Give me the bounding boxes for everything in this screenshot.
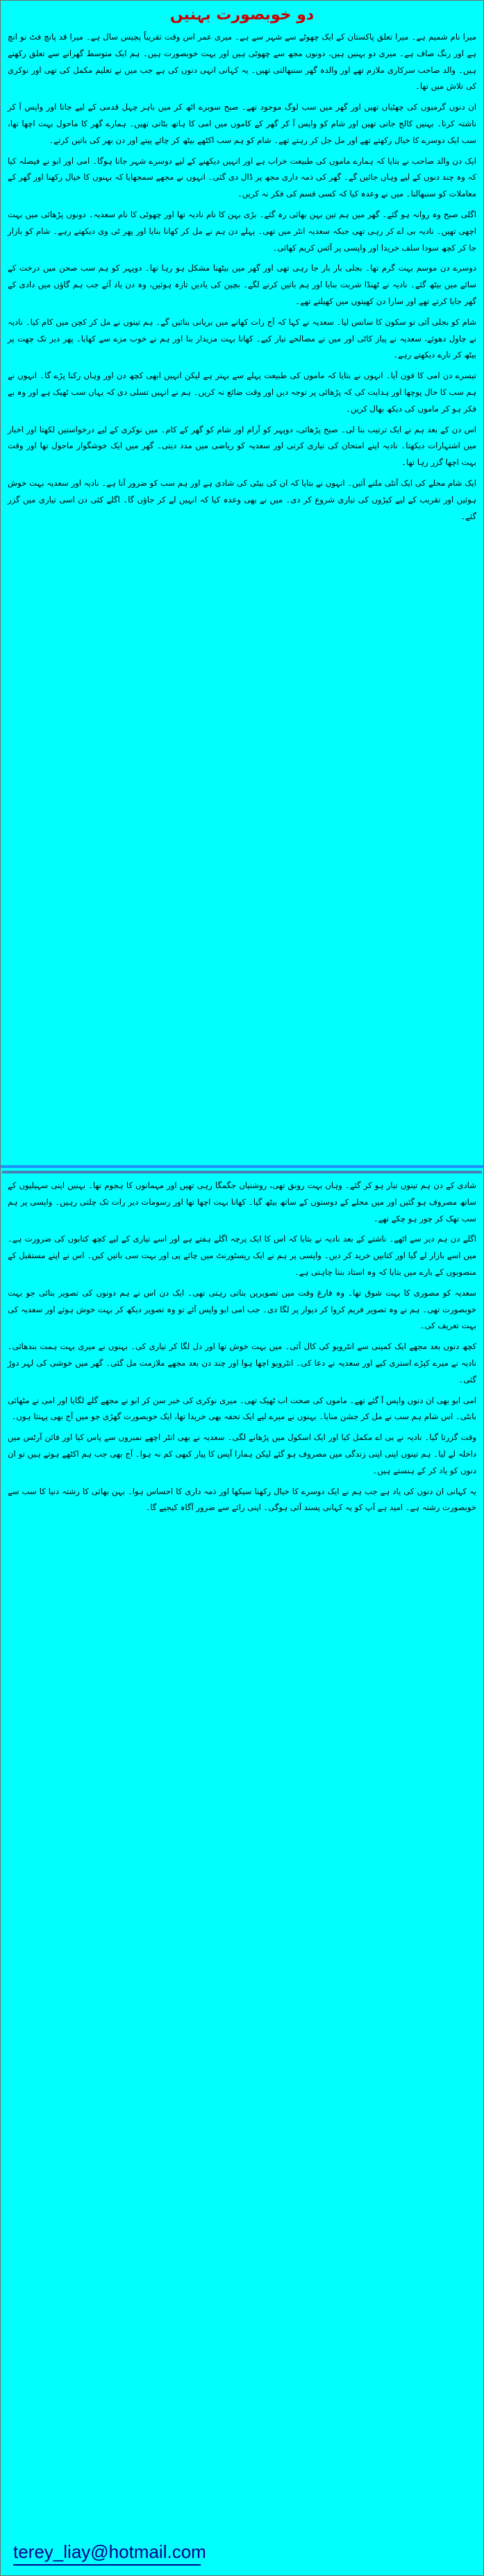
story-part-1 (2, 29, 482, 1163)
paragraph: ایک شام محلے کی ایک آنٹی ملنے آئیں۔ انہوں نے بتایا کہ ان کی بیٹی کی شادی ہے اور ہم سب کو ضرور آنا ہے۔ نادیہ اور سعدیہ بہت خوش ہوئیں اور تقریب کے لیے کپڑوں کی تیاری شروع کر دی۔ میں نے بھی وعدہ کیا کہ انہیں لے کر جاؤں گا۔ اگلے کئی دن اسی تیاری میں گزر گئے۔ (8, 477, 476, 521)
story-part-2 (2, 1171, 482, 2510)
paragraph: شادی کے دن ہم تینوں تیار ہو کر گئے۔ وہاں بہت رونق تھی، روشنیاں جگمگا رہی تھیں اور مہمانوں کا ہجوم تھا۔ بہنیں اپنی سہیلیوں کے ساتھ مصروف ہو گئیں اور میں محلے کے دوستوں کے ساتھ بیٹھ گیا۔ کھانا بہت اچھا تھا اور رسومات دیر رات تک چلتی رہیں۔ واپسی پر ہم سب تھک کر چور ہو چکے تھے۔ (8, 1180, 476, 1223)
paragraph: یہ کہانی ان دنوں کی یاد ہے جب ہم نے ایک دوسرے کا خیال رکھنا سیکھا اور ذمہ داری کا احساس ہوا۔ بہن بھائی کا رشتہ دنیا کا سب سے خوبصورت رشتہ ہے۔ امید ہے آپ کو یہ کہانی پسند آئی ہوگی۔ اپنی رائے سے ضرور آگاہ کیجیے گا۔ (8, 1486, 476, 1513)
paragraph: امی ابو بھی ان دنوں واپس آ گئے تھے۔ ماموں کی صحت اب ٹھیک تھی۔ میری نوکری کی خبر سن کر ابو نے مجھے گلے لگایا اور امی نے مٹھائی بانٹی۔ اس شام ہم سب نے مل کر جشن منایا۔ بہنوں نے میرے لیے ایک تحفہ بھی خریدا تھا، ایک خوبصورت گھڑی جو میں آج بھی پہنتا ہوں۔ (8, 1395, 476, 1422)
paragraph: دوسرے دن موسم بہت گرم تھا۔ بجلی بار بار جا رہی تھی اور گھر میں بیٹھنا مشکل ہو رہا تھا۔ دوپہر کو ہم سب صحن میں درخت کے سائے میں بیٹھ گئے۔ نادیہ نے ٹھنڈا شربت بنایا اور ہم باتیں کرنے لگے۔ بچپن کی یادیں تازہ ہوئیں، وہ دن یاد آئے جب ہم گاؤں میں دادی کے گھر جایا کرتے تھے اور سارا دن کھیتوں میں کھیلتے تھے۔ (8, 263, 476, 306)
author-email-link[interactable]: terey_liay@hotmail.com (13, 2541, 206, 2562)
paragraph: وقت گزرتا گیا۔ نادیہ نے بی اے مکمل کیا اور ایک اسکول میں پڑھانے لگی۔ سعدیہ نے بھی انٹر اچھے نمبروں سے پاس کیا اور فائن آرٹس میں داخلہ لے لیا۔ ہم تینوں اپنی اپنی زندگی میں مصروف ہو گئے لیکن ہمارا آپس کا پیار کبھی کم نہ ہوا۔ آج بھی جب ہم اکٹھے ہوتے ہیں تو ان دنوں کو یاد کر کے ہنستے ہیں۔ (8, 1432, 476, 1475)
section-divider (1, 1165, 483, 1168)
paragraph: تیسرے دن امی کا فون آیا۔ انہوں نے بتایا کہ ماموں کی طبیعت پہلے سے بہتر ہے لیکن انہیں ابھی کچھ دن اور وہاں رکنا پڑے گا۔ انہوں نے ہم سب کا حال پوچھا اور ہدایت کی کہ پڑھائی پر توجہ دیں اور وقت ضائع نہ کریں۔ ہم نے انہیں تسلی دی کہ یہاں سب ٹھیک ہے اور وہ بے فکر ہو کر ماموں کی دیکھ بھال کریں۔ (8, 371, 476, 414)
paragraph: اگلے دن ہم دیر سے اٹھے۔ ناشتے کے بعد نادیہ نے بتایا کہ اس کا ایک پرچہ اگلے ہفتے ہے اور اسے تیاری کے لیے کچھ کتابوں کی ضرورت ہے۔ میں اسے بازار لے گیا اور کتابیں خرید کر دیں۔ واپسی پر ہم نے ایک ریسٹورنٹ میں چائے پی اور بہت سی باتیں کیں۔ اس نے اپنے مستقبل کے منصوبوں کے بارے میں بتایا کہ وہ استاد بننا چاہتی ہے۔ (8, 1234, 476, 1277)
paragraph: میرا نام شمیم ہے۔ میرا تعلق پاکستان کے ایک چھوٹے سے شہر سے ہے۔ میری عمر اس وقت تقریباً پچیس سال ہے۔ میرا قد پانچ فٹ نو انچ ہے اور رنگ صاف ہے۔ میری دو بہنیں ہیں، دونوں مجھ سے چھوٹی ہیں اور بہت خوبصورت ہیں۔ ہم ایک متوسط گھرانے سے تعلق رکھتے ہیں۔ والد صاحب سرکاری ملازم تھے اور والدہ گھر سنبھالتی تھیں۔ یہ کہانی انہی دنوں کی ہے جب میں نے تعلیم مکمل کی تھی اور نوکری کی تلاش میں تھا۔ (8, 32, 476, 92)
paragraph: سعدیہ کو مصوری کا بہت شوق تھا۔ وہ فارغ وقت میں تصویریں بناتی رہتی تھی۔ ایک دن اس نے ہم دونوں کی تصویر بنائی جو بہت خوبصورت تھی۔ ہم نے وہ تصویر فریم کروا کر دیوار پر لگا دی۔ جب امی ابو واپس آئے تو وہ تصویر دیکھ کر بہت خوش ہوئے اور سعدیہ کی بہت تعریف کی۔ (8, 1287, 476, 1331)
paragraph: ان دنوں گرمیوں کی چھٹیاں تھیں اور گھر میں سب لوگ موجود تھے۔ صبح سویرے اٹھ کر میں باہر چہل قدمی کے لیے جاتا اور واپس آ کر ناشتہ کرتا۔ بہنیں کالج جاتی تھیں اور شام کو واپس آ کر گھر کے کاموں میں امی کا ہاتھ بٹاتی تھیں۔ ہمارے گھر کا ماحول بہت اچھا تھا، سب ایک دوسرے کا خیال رکھتے تھے اور مل جل کر رہتے تھے۔ شام کو ہم سب اکٹھے بیٹھ کر چائے پیتے اور دن بھر کی باتیں کرتے۔ (8, 102, 476, 145)
paragraph: اس دن کے بعد ہم نے ایک ترتیب بنا لی۔ صبح پڑھائی، دوپہر کو آرام اور شام کو گھر کے کام۔ میں نوکری کے لیے درخواستیں لکھتا اور اخبار میں اشتہارات دیکھتا۔ نادیہ اپنے امتحان کی تیاری کرتی اور سعدیہ کو ریاضی میں مدد دیتی۔ گھر میں ایک خوشگوار ماحول تھا اور وقت بہت اچھا گزر رہا تھا۔ (8, 424, 476, 468)
paragraph: کچھ دنوں بعد مجھے ایک کمپنی سے انٹرویو کی کال آئی۔ میں بہت خوش تھا اور دل لگا کر تیاری کی۔ بہنوں نے میری بہت ہمت بندھائی۔ نادیہ نے میرے کپڑے استری کیے اور سعدیہ نے دعا کی۔ انٹرویو اچھا ہوا اور چند دن بعد مجھے ملازمت مل گئی۔ گھر میں خوشی کی لہر دوڑ گئی۔ (8, 1341, 476, 1384)
paragraph: اگلی صبح وہ روانہ ہو گئے۔ گھر میں ہم تین بہن بھائی رہ گئے۔ بڑی بہن کا نام نادیہ تھا اور چھوٹی کا نام سعدیہ۔ دونوں پڑھائی میں بہت اچھی تھیں۔ نادیہ بی اے کر رہی تھی جبکہ سعدیہ انٹر میں تھی۔ پہلے دن ہم نے مل کر کھانا بنایا اور پھر ٹی وی دیکھتے رہے۔ شام کو بازار جا کر کچھ سودا سلف خریدا اور واپسی پر آئس کریم کھائی۔ (8, 209, 476, 253)
paragraph: شام کو بجلی آئی تو سکون کا سانس لیا۔ سعدیہ نے کہا کہ آج رات کھانے میں بریانی بنائیں گے۔ ہم تینوں نے مل کر کچن میں کام کیا۔ نادیہ نے چاول دھوئے، سعدیہ نے پیاز کاٹی اور میں نے مصالحے تیار کیے۔ کھانا بہت مزیدار بنا اور ہم نے خوب مزے سے کھایا۔ پھر دیر تک چھت پر بیٹھ کر تارے دیکھتے رہے۔ (8, 316, 476, 360)
story-title: دو خوبصورت بہنیں (169, 6, 315, 24)
paragraph: ایک دن والد صاحب نے بتایا کہ ہمارے ماموں کی طبیعت خراب ہے اور انہیں دیکھنے کے لیے دوسرے شہر جانا ہوگا۔ امی اور ابو نے فیصلہ کیا کہ وہ چند دنوں کے لیے وہاں جائیں گے۔ گھر کی ذمہ داری مجھ پر ڈال دی گئی۔ انہوں نے مجھے سمجھایا کہ بہنوں کا خیال رکھنا اور گھر کے معاملات کو سنبھالنا۔ میں نے وعدہ کیا کہ کسی قسم کی فکر نہ کریں۔ (8, 155, 476, 199)
email-underline (13, 2564, 201, 2566)
